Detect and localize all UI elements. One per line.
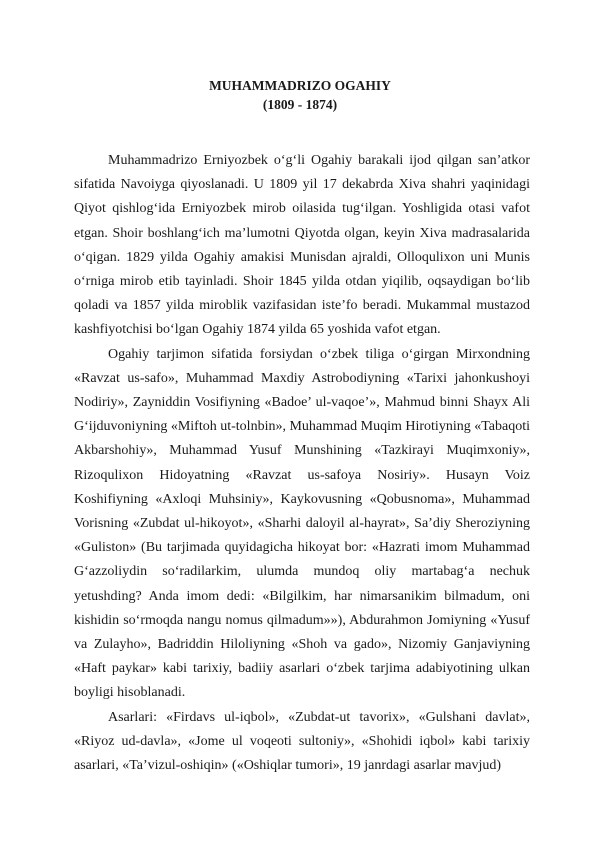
life-years: (1809 - 1874) bbox=[262, 97, 338, 112]
page-title: MUHAMMADRIZO OGAHIY bbox=[209, 78, 391, 93]
paragraph-translations: Ogahiy tarjimon sifatida forsiydan o‘zbek tiliga o‘girgan Mirxondning «Ravzat us-safo», Muhammad Maxdiy Astrobodiyning «Tarixi jahonkushoyi Nodiriy», Zayniddin Vosifiyning «Badoe’ ul-vaqoe’», Mahmud binni Shayx Ali G‘ijduvoniyning «Miftoh ut-tolnbin», Muhammad Muqim Hirotiyning «Tabaqoti Akbarshohiy», Muhammad Yusuf Munshining «Tazkirayi Muqimxoniy», Rizoqulixon Hidoyatning «Ravzat us-safoya Nosiriy». Husayn Voiz Koshifiyning «Axloqi Muhsiniy», Kaykovusning «Qobusnoma», Muhammad Vorisning «Zubdat ul-hikoyot», «Sharhi daloyil al-hayrat», Sa’diy Sheroziyning «Guliston» (Bu tarjimada quyidagicha hikoyat bor: «Hazrati imom Muhammad G‘azzoliydin so‘radilarkim, ulumda mundoq oliy martabag‘a nechuk yetushding? Anda imom dedi: «Bilgilkim, har nimarsanikim bilmadum, oni kishidin so‘rmoqda nangu nomus qilmadum»»), Abdurahmon Jomiyning «Yusuf va Zulayho», Badriddin Hiloliyning «Shoh va gado», Nizomiy Ganjaviyning «Haft paykar» kabi tarixiy, badiiy asarlari o‘zbek tarjima adabiyotining ulkan boyligi hisoblanadi. bbox=[74, 346, 530, 701]
paragraph-works: Asarlari: «Firdavs ul-iqbol», «Zubdat-ut tavorix», «Gulshani davlat», «Riyoz ud-davla», «Jome ul voqeoti sultoniy», «Shohidi iqbol» kabi tarixiy asarlari, «Ta’vizul-oshiqin» («Oshiqlar tumori», 19 janrdagi asarlar mavjud) bbox=[74, 709, 530, 774]
body-text bbox=[74, 149, 530, 778]
paragraph-biography: Muhammadrizo Erniyozbek o‘g‘li Ogahiy barakali ijod qilgan san’atkor sifatida Navoiyga qiyoslanadi. U 1809 yil 17 dekabrda Xiva shahri yaqinidagi Qiyot qishlog‘ida Erniyozbek mirob oilasida tug‘ilgan. Yoshligida otasi vafot etgan. Shoir boshlang‘ich ma’lumotni Qiyotda olgan, keyin Xiva madrasalarida o‘qigan. 1829 yilda Ogahiy amakisi Munisdan ajraldi, Olloqulixon uni Munis o‘rniga mirob etib tayinladi. Shoir 1845 yilda otdan yiqilib, oqsaydigan bo‘lib qoladi va 1857 yilda miroblik vazifasidan iste’fo beradi. Mukammal mustazod kashfiyotchisi bo‘lgan Ogahiy 1874 yilda 65 yoshida vafot etgan. bbox=[74, 153, 530, 338]
